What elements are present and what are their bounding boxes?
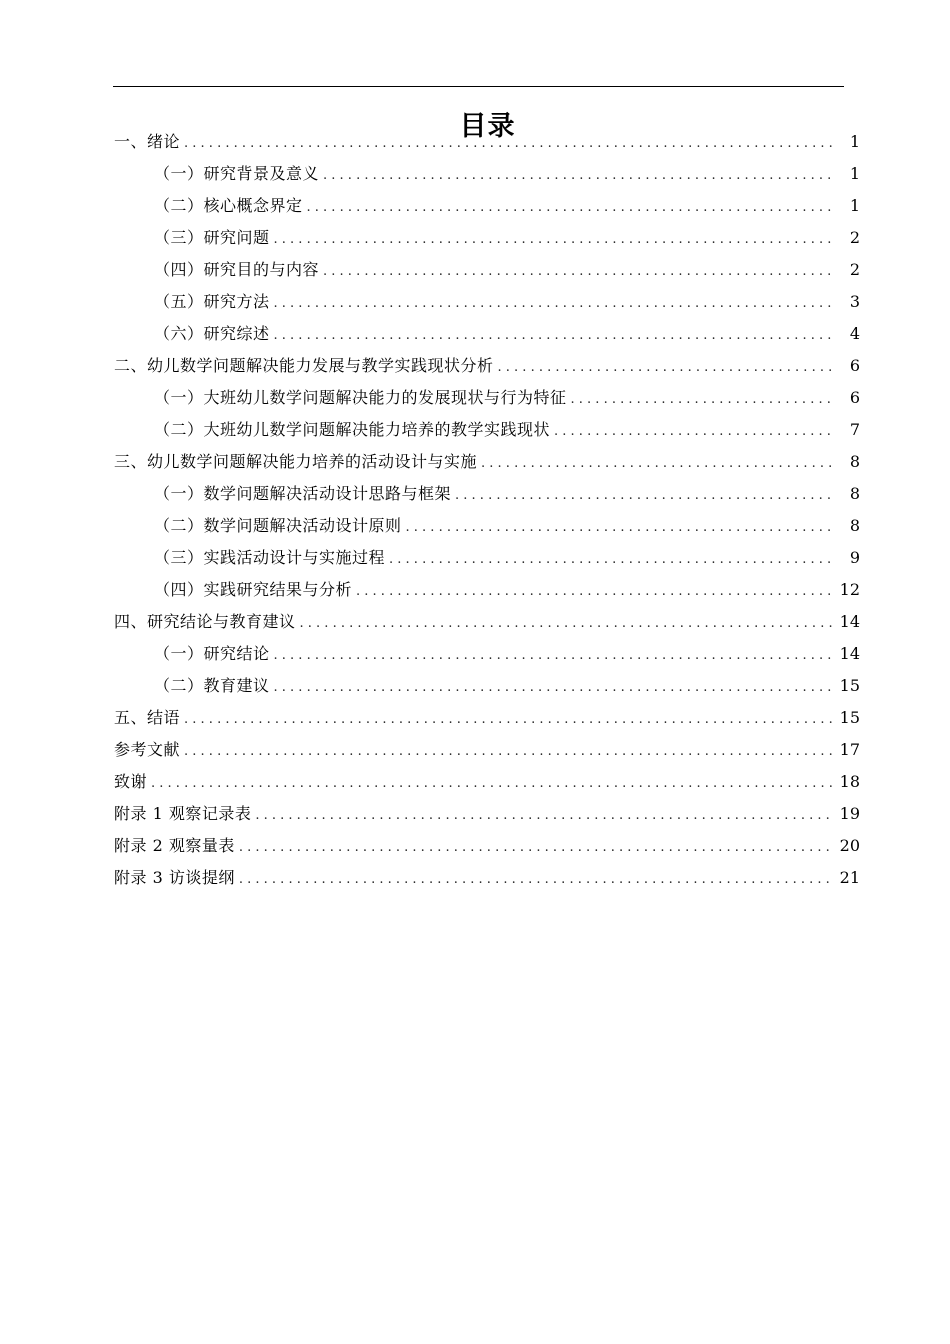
toc-dot-leader bbox=[184, 128, 836, 160]
toc-entry-label: 四、研究结论与教育建议 bbox=[114, 612, 296, 631]
toc-dot-leader bbox=[323, 256, 836, 288]
toc-page-number: 14 bbox=[839, 644, 860, 663]
toc-entry-label: 一、绪论 bbox=[114, 132, 181, 151]
toc-entry[interactable] bbox=[114, 510, 860, 542]
toc-dot-leader bbox=[498, 352, 836, 384]
toc-entry-label: （二）数学问题解决活动设计原则 bbox=[154, 516, 402, 535]
toc-entry[interactable] bbox=[114, 382, 860, 414]
toc-entry-label: （五）研究方法 bbox=[154, 292, 270, 311]
toc-entry[interactable] bbox=[114, 798, 860, 830]
toc-entry[interactable] bbox=[114, 830, 860, 862]
toc-entry[interactable] bbox=[114, 318, 860, 350]
toc-entry[interactable] bbox=[114, 606, 860, 638]
toc-page-number: 15 bbox=[839, 708, 860, 727]
toc-entry-label: （二）大班幼儿数学问题解决能力培养的教学实践现状 bbox=[154, 420, 551, 439]
toc-entry-label: （二）教育建议 bbox=[154, 676, 270, 695]
toc-entry[interactable] bbox=[114, 254, 860, 286]
toc-page-number: 2 bbox=[849, 260, 860, 279]
toc-page-number: 19 bbox=[839, 804, 860, 823]
toc-page-number: 21 bbox=[839, 868, 860, 887]
toc-entry-label: （二）核心概念界定 bbox=[154, 196, 303, 215]
toc-entry-label: （六）研究综述 bbox=[154, 324, 270, 343]
toc-entry[interactable] bbox=[114, 670, 860, 702]
toc-dot-leader bbox=[274, 640, 834, 672]
toc-entry-label: 参考文献 bbox=[114, 740, 181, 759]
toc-dot-leader bbox=[571, 384, 836, 416]
toc-entry[interactable] bbox=[114, 414, 860, 446]
toc-entry-label: （四）研究目的与内容 bbox=[154, 260, 320, 279]
toc-entry-label: 二、幼儿数学问题解决能力发展与教学实践现状分析 bbox=[114, 356, 494, 375]
table-of-contents bbox=[114, 126, 860, 894]
toc-dot-leader bbox=[323, 160, 836, 192]
toc-page-number: 9 bbox=[849, 548, 860, 567]
toc-entry-label: 致谢 bbox=[114, 772, 148, 791]
toc-page-number: 6 bbox=[849, 356, 860, 375]
toc-dot-leader bbox=[184, 736, 834, 768]
toc-entry[interactable] bbox=[114, 542, 860, 574]
toc-page-number: 7 bbox=[849, 420, 860, 439]
toc-entry-label: 附录 1 观察记录表 bbox=[114, 804, 252, 823]
toc-dot-leader bbox=[356, 576, 834, 608]
page-title: 目录 bbox=[459, 111, 516, 143]
toc-dot-leader bbox=[274, 320, 836, 352]
toc-entry[interactable] bbox=[114, 190, 860, 222]
toc-dot-leader bbox=[239, 832, 834, 864]
toc-dot-leader bbox=[255, 800, 833, 832]
toc-entry-label: （三）研究问题 bbox=[154, 228, 270, 247]
toc-page-number: 18 bbox=[839, 772, 860, 791]
toc-dot-leader bbox=[554, 416, 836, 448]
toc-page-number: 1 bbox=[849, 196, 860, 215]
toc-entry-label: 附录 3 访谈提纲 bbox=[114, 868, 235, 887]
toc-dot-leader bbox=[406, 512, 836, 544]
toc-entry[interactable] bbox=[114, 158, 860, 190]
toc-entry-label: （一）大班幼儿数学问题解决能力的发展现状与行为特征 bbox=[154, 388, 567, 407]
toc-entry[interactable] bbox=[114, 446, 860, 478]
toc-entry[interactable] bbox=[114, 702, 860, 734]
toc-entry-label: （三）实践活动设计与实施过程 bbox=[154, 548, 386, 567]
toc-entry-label: （一）数学问题解决活动设计思路与框架 bbox=[154, 484, 452, 503]
toc-page-number: 3 bbox=[849, 292, 860, 311]
toc-page-number: 17 bbox=[839, 740, 860, 759]
toc-page-number: 4 bbox=[849, 324, 860, 343]
toc-dot-leader bbox=[274, 288, 836, 320]
toc-entry[interactable] bbox=[114, 222, 860, 254]
toc-page-number: 14 bbox=[839, 612, 860, 631]
toc-dot-leader bbox=[455, 480, 836, 512]
toc-entry-label: （一）研究结论 bbox=[154, 644, 270, 663]
toc-dot-leader bbox=[184, 704, 834, 736]
toc-entry-label: （一）研究背景及意义 bbox=[154, 164, 320, 183]
toc-page-number: 8 bbox=[849, 452, 860, 471]
toc-entry-label: 五、结语 bbox=[114, 708, 181, 727]
toc-dot-leader bbox=[300, 608, 834, 640]
toc-dot-leader bbox=[481, 448, 836, 480]
toc-entry-label: 三、幼儿数学问题解决能力培养的活动设计与实施 bbox=[114, 452, 478, 471]
toc-page-number: 6 bbox=[849, 388, 860, 407]
toc-dot-leader bbox=[389, 544, 836, 576]
toc-page-number: 12 bbox=[839, 580, 860, 599]
toc-entry[interactable] bbox=[114, 478, 860, 510]
toc-page-number: 15 bbox=[839, 676, 860, 695]
toc-entry[interactable] bbox=[114, 126, 860, 158]
toc-entry-label: （四）实践研究结果与分析 bbox=[154, 580, 353, 599]
toc-page-number: 20 bbox=[839, 836, 860, 855]
toc-entry[interactable] bbox=[114, 286, 860, 318]
toc-dot-leader bbox=[307, 192, 836, 224]
toc-page-number: 8 bbox=[849, 484, 860, 503]
toc-page-number: 1 bbox=[849, 164, 860, 183]
toc-entry[interactable] bbox=[114, 862, 860, 894]
toc-entry[interactable] bbox=[114, 350, 860, 382]
toc-dot-leader bbox=[239, 864, 834, 896]
toc-entry[interactable] bbox=[114, 574, 860, 606]
toc-page-number: 2 bbox=[849, 228, 860, 247]
toc-page-number: 1 bbox=[849, 132, 860, 151]
toc-entry[interactable] bbox=[114, 638, 860, 670]
toc-entry[interactable] bbox=[114, 734, 860, 766]
toc-dot-leader bbox=[274, 672, 834, 704]
toc-page-number: 8 bbox=[849, 516, 860, 535]
toc-entry-label: 附录 2 观察量表 bbox=[114, 836, 235, 855]
toc-dot-leader bbox=[274, 224, 836, 256]
header-rule bbox=[113, 86, 844, 87]
toc-dot-leader bbox=[151, 768, 834, 800]
toc-entry[interactable] bbox=[114, 766, 860, 798]
